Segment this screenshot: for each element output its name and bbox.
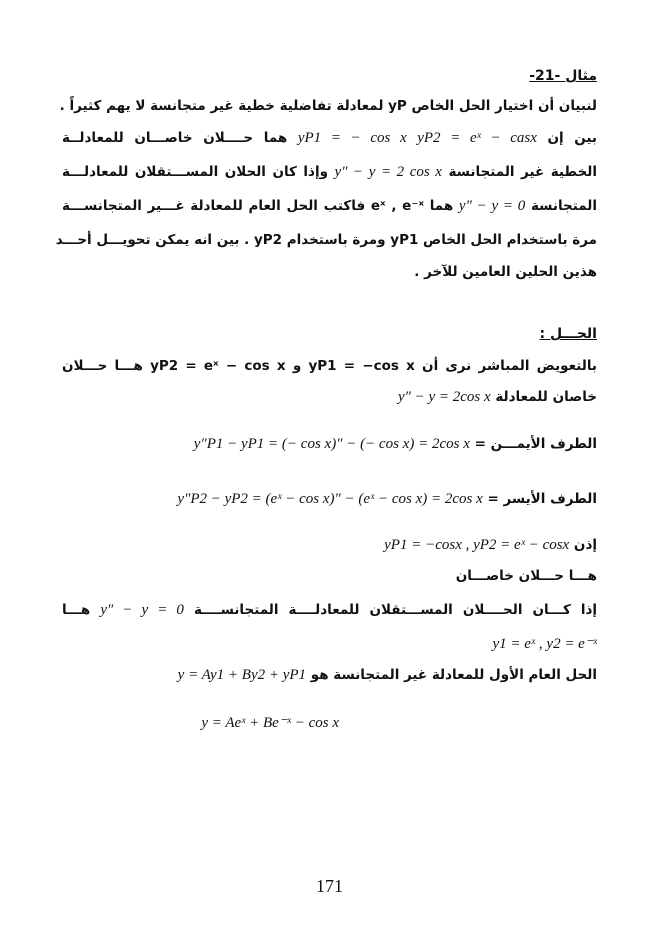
line3-tail: وإذا كان الحلان المســـتقلان للمعادلـــة	[62, 164, 328, 180]
example-title: مثال -21-	[529, 68, 597, 84]
s2-text: خاصان للمعادلة	[495, 389, 597, 405]
line4-mid: هما eˣ , e⁻ˣ فاكتب الحل العام للمعادلة غـــير المتجانســـة	[62, 198, 454, 214]
solution-line-1: بالتعويض المباشر نرى أن yP1 = −cos x و yP2 = eˣ − cos x هـــا حـــلان	[62, 358, 597, 374]
line2-tail: هما حــــلان خاصـــان للمعادلــة	[62, 130, 288, 146]
s5-eq: yP1 = −cosx , yP2 = eˣ − cosx	[384, 537, 570, 553]
line2-eq2: yP2 = eˣ − casx	[417, 130, 537, 146]
s7-tail: هـــا	[62, 602, 91, 618]
s8-eq: y1 = eˣ , y2 = e⁻ˣ	[492, 636, 597, 652]
example-line-3	[62, 164, 597, 181]
line3-text: الخطية غير المتجانسة	[448, 164, 597, 180]
solution-line-9	[178, 667, 597, 684]
page-number: 171	[316, 876, 343, 896]
example-line-4	[62, 198, 597, 215]
s3-label: الطرف الأيمـــن =	[474, 436, 597, 452]
s5-label: إذن	[573, 537, 597, 553]
line4-eq: y″ − y = 0	[458, 198, 526, 214]
solution-line-3	[194, 436, 597, 453]
solution-line-6: هـــا حـــلان خاصـــان	[455, 568, 597, 584]
s7-text: إذا كـــان الحــــلان المســـتقلان للمعادلــــة المتجانســــة	[193, 602, 597, 618]
solution-title: الحـــل :	[539, 326, 597, 342]
solution-line-8	[492, 634, 597, 653]
s3-eq: y″P1 − yP1 = (− cos x)″ − (− cos x) = 2cos x	[193, 436, 470, 452]
example-line-6: هذين الحلين العامين للآخر .	[414, 264, 597, 280]
line3-eq: y″ − y = 2 cos x	[334, 164, 442, 180]
s4-label: الطرف الأيسر =	[487, 491, 597, 507]
solution-line-4	[177, 491, 597, 508]
solution-line-7	[62, 602, 597, 619]
example-line-5: مرة باستخدام الحل الخاص yP1 ومرة باستخدام yP2 . بين انه يمكن تحويـــل أحـــد	[55, 232, 597, 248]
line4-text: المتجانسة	[530, 198, 598, 214]
line2-eq1: yP1 = − cos x	[297, 130, 407, 146]
solution-line-5	[384, 537, 597, 554]
s7-eq: y″ − y = 0	[100, 602, 184, 618]
s9-eq: y = Ay1 + By2 + yP1	[177, 667, 307, 683]
solution-line-10	[201, 713, 339, 732]
s9-text: الحل العام الأول للمعادلة غير المتجانسة هو	[310, 667, 597, 683]
s10-eq: y = Aeˣ + Be⁻ˣ − cos x	[201, 715, 339, 731]
solution-line-2	[398, 389, 597, 406]
example-intro: لنبيان أن اختيار الحل الخاص yP لمعادلة تفاضلية خطية غير متجانسة لا يهم كثيراً .	[59, 98, 597, 114]
s2-eq: y″ − y = 2cos x	[397, 389, 491, 405]
s4-eq: y″P2 − yP2 = (eˣ − cos x)″ − (eˣ − cos x) = 2cos x	[177, 491, 483, 507]
line2-text: بين إن	[547, 130, 597, 146]
example-line-2	[62, 130, 597, 147]
